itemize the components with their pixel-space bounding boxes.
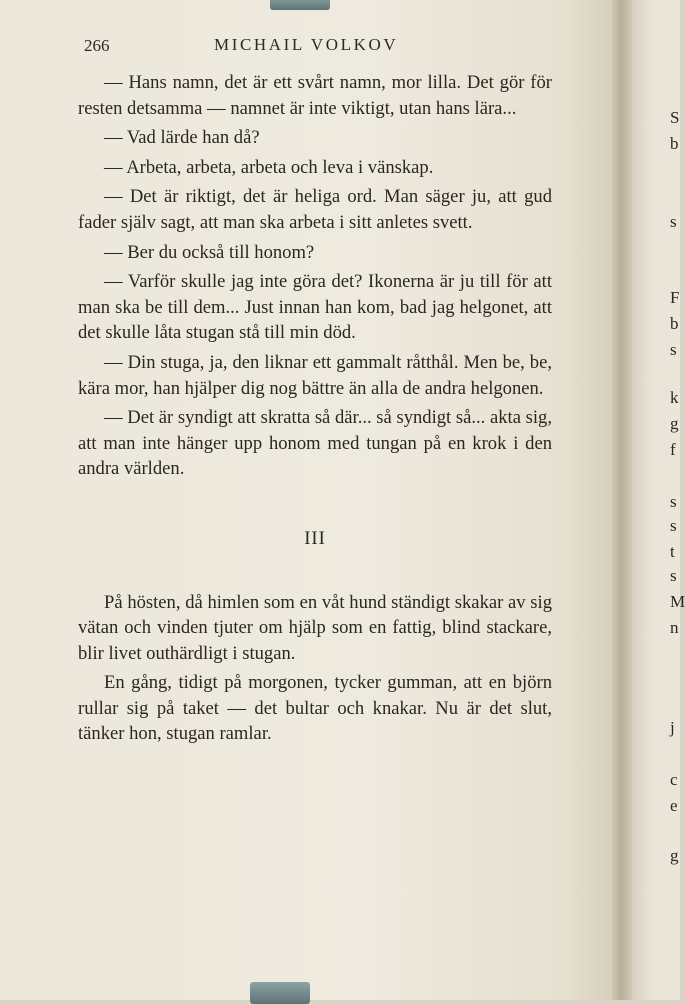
facing-letter: M bbox=[670, 592, 685, 611]
facing-letter: b bbox=[670, 134, 679, 153]
facing-letter: f bbox=[670, 440, 676, 459]
facing-letter: s bbox=[670, 566, 677, 585]
facing-letter: b bbox=[670, 314, 679, 333]
paragraph: — Det är syndigt att skratta så där... så syndigt så... akta sig, att man inte hänger upp honom med tungan på en krok i den andra världen. bbox=[78, 407, 552, 480]
paragraph: — Din stuga, ja, den liknar ett gammalt råtthål. Men be, be, kära mor, han hjälper dig nog bättre än alla de andra helgonen. bbox=[78, 351, 552, 399]
book-gutter bbox=[612, 0, 632, 1000]
facing-letter: j bbox=[670, 718, 675, 737]
section-heading: III bbox=[304, 527, 326, 549]
paragraph: En gång, tidigt på morgonen, tycker gumman, att en björn rullar sig på taket — det bultar och knakar. Nu är det slut, tänker hon, stugan ramlar. bbox=[78, 672, 552, 745]
paragraph: — Det är riktigt, det är heliga ord. Man säger ju, att gud fader själv sagt, att man ska arbeta i sitt anletes svett. bbox=[78, 186, 552, 233]
facing-letter: s bbox=[670, 516, 677, 535]
facing-letter: k bbox=[670, 388, 679, 407]
page-number: 266 bbox=[84, 36, 110, 55]
facing-letter: F bbox=[670, 288, 680, 307]
facing-page-edge bbox=[632, 0, 685, 1000]
facing-letter: g bbox=[670, 846, 679, 865]
facing-letter: s bbox=[670, 492, 677, 511]
facing-letter: s bbox=[670, 212, 677, 231]
facing-letter: t bbox=[670, 542, 675, 561]
body-text bbox=[78, 70, 552, 747]
paragraph: — Hans namn, det är ett svårt namn, mor lilla. Det gör för resten detsamma — namnet är inte viktigt, utan hans lära... bbox=[78, 72, 552, 119]
paragraph: — Arbeta, arbeta, arbeta och leva i vänskap. bbox=[104, 156, 434, 178]
facing-letter: g bbox=[670, 414, 679, 433]
paragraph: — Varför skulle jag inte göra det? Ikonerna är ju till för att man ska be till dem... Just innan han kom, bad jag helgonet, att det skulle låta stugan stå till min död. bbox=[78, 271, 552, 344]
facing-letter: e bbox=[670, 796, 678, 815]
paragraph: På hösten, då himlen som en våt hund ständigt skakar av sig vätan och vinden tjuter om hjälp som en fattig, blind stackare, blir livet outhärdligt i stugan. bbox=[78, 591, 552, 664]
facing-letter: n bbox=[670, 618, 679, 637]
paragraph: — Ber du också till honom? bbox=[104, 241, 315, 263]
facing-letter: S bbox=[670, 108, 680, 127]
page-clip-top bbox=[270, 0, 330, 10]
running-title: MICHAIL VOLKOV bbox=[214, 35, 399, 54]
page-clip-bottom bbox=[250, 982, 310, 1004]
paragraph: — Vad lärde han då? bbox=[104, 127, 260, 149]
facing-letter: s bbox=[670, 340, 677, 359]
facing-letter: c bbox=[670, 770, 678, 789]
